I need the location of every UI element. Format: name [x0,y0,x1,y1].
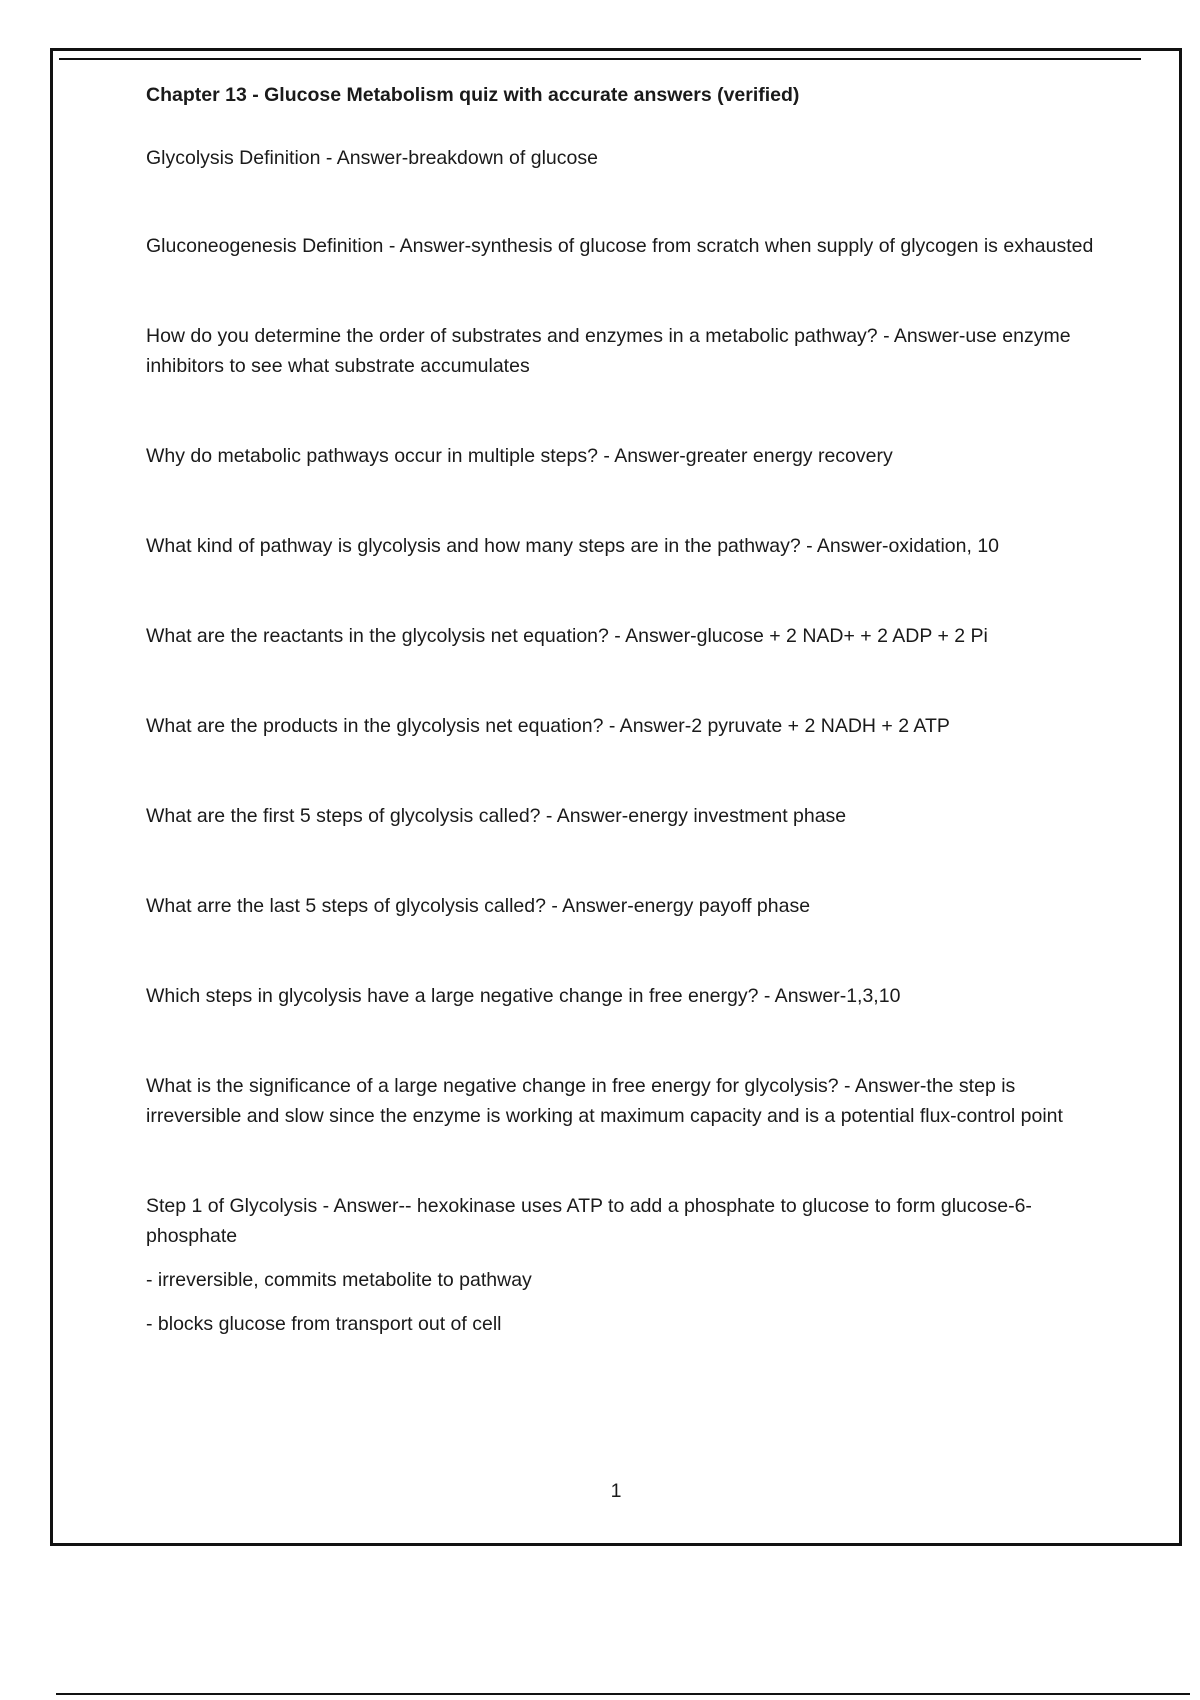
qa-entry: What arre the last 5 steps of glycolysis called? - Answer-energy payoff phase [146,895,811,917]
top-rule [59,58,1141,60]
qa-entry: What kind of pathway is glycolysis and how many steps are in the pathway? - Answer-oxidation, 10 [146,535,1000,557]
qa-entry: Step 1 of Glycolysis - Answer-- hexokinase uses ATP to add a phosphate to glucose to form glucose-6-phosphate [146,1195,1032,1247]
qa-entry: Why do metabolic pathways occur in multiple steps? - Answer-greater energy recovery [146,445,893,467]
bottom-rule [56,1693,1190,1695]
answer-bullet: - blocks glucose from transport out of cell [146,1313,502,1335]
qa-entry: Gluconeogenesis Definition - Answer-synthesis of glucose from scratch when supply of glycogen is exhausted [146,235,1094,257]
qa-entry: Which steps in glycolysis have a large negative change in free energy? - Answer-1,3,10 [146,985,901,1007]
qa-entry: Glycolysis Definition - Answer-breakdown of glucose [146,147,598,169]
qa-entry: How do you determine the order of substrates and enzymes in a metabolic pathway? - Answer-use enzyme inhibitors to see what substrate accumulates [146,325,1071,377]
qa-entry: What are the products in the glycolysis net equation? - Answer-2 pyruvate + 2 NADH + 2 ATP [146,715,950,737]
document-content [146,81,1106,1339]
document-title: Chapter 13 - Glucose Metabolism quiz with accurate answers (verified) [146,84,800,106]
page-frame [50,48,1182,1546]
qa-entry: What are the reactants in the glycolysis net equation? - Answer-glucose + 2 NAD+ + 2 ADP + 2 Pi [146,625,988,647]
qa-entry: What are the first 5 steps of glycolysis called? - Answer-energy investment phase [146,805,847,827]
page-number: 1 [610,1480,622,1502]
qa-entry: What is the significance of a large negative change in free energy for glycolysis? - Answer-the step is irreversible and slow since the enzyme is working at maximum capacity and is a potential flux-control point [146,1075,1063,1127]
answer-bullet: - irreversible, commits metabolite to pathway [146,1269,532,1291]
